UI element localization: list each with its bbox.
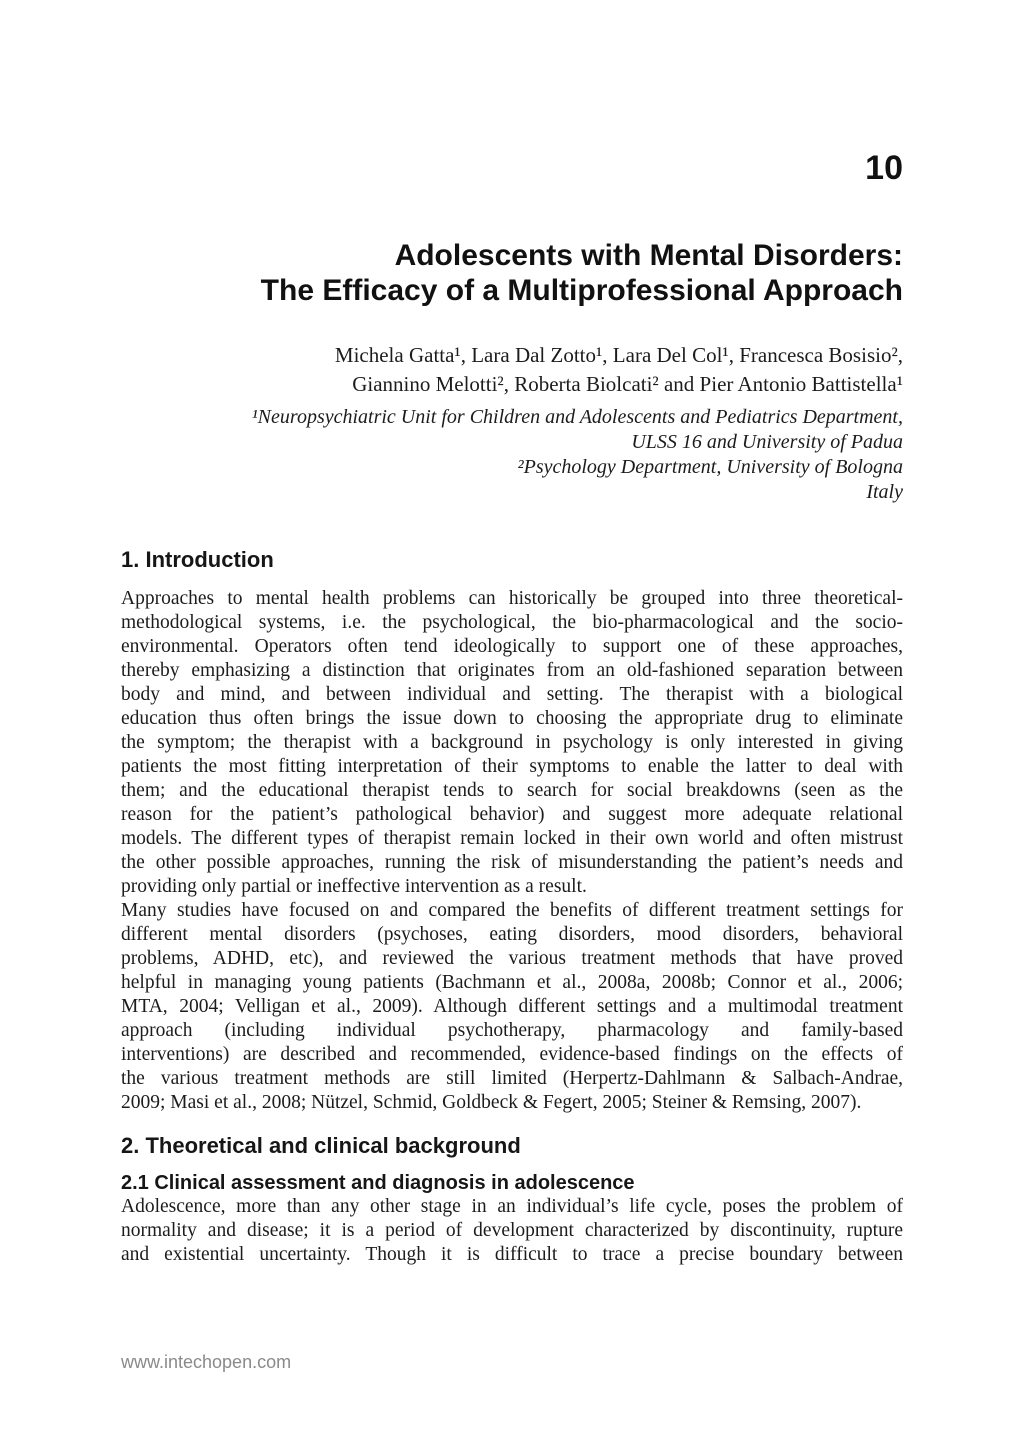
text-line: helpful in managing young patients (Bachmann et al., 2008a, 2008b; Connor et al., 2006;: [121, 972, 903, 993]
text-line: environmental. Operators often tend ideologically to support one of these approaches,: [121, 636, 903, 657]
text-line: models. The different types of therapist remain locked in their own world and often mistrust: [121, 828, 903, 849]
author-list: [121, 341, 903, 399]
text-line: different mental disorders (psychoses, eating disorders, mood disorders, behavioral: [121, 924, 903, 945]
text-line: ULSS 16 and University of Padua: [631, 431, 903, 453]
text-line: patients the most fitting interpretation of their symptoms to enable the latter to deal with: [121, 756, 903, 777]
text-line: education thus often brings the issue down to choosing the appropriate drug to eliminate: [121, 708, 903, 729]
text-line: ¹Neuropsychiatric Unit for Children and Adolescents and Pediatrics Department,: [251, 406, 903, 428]
text-line: Italy: [866, 481, 903, 503]
text-line: Approaches to mental health problems can historically be grouped into three theoretical-: [121, 588, 903, 609]
text-line: Many studies have focused on and compared the benefits of different treatment settings for: [121, 900, 903, 921]
text-line: the other possible approaches, running the risk of misunderstanding the patient’s needs and: [121, 852, 903, 873]
text-line: normality and disease; it is a period of development characterized by discontinuity, rupture: [121, 1220, 903, 1241]
page-content: [121, 0, 903, 1267]
chapter-number: 10: [865, 149, 903, 187]
text-line: body and mind, and between individual and setting. The therapist with a biological: [121, 684, 903, 705]
text-line: ²Psychology Department, University of Bologna: [517, 456, 903, 478]
text-line: providing only partial or ineffective intervention as a result.: [121, 876, 587, 897]
section-2-1-heading: 2.1 Clinical assessment and diagnosis in adolescence: [121, 1172, 635, 1194]
intro-paragraph-2: [121, 899, 903, 1115]
text-line: the symptom; the therapist with a background in psychology is only interested in giving: [121, 732, 903, 753]
author-list-line2: Giannino Melotti², Roberta Biolcati² and Pier Antonio Battistella¹: [352, 372, 903, 396]
text-line: 2009; Masi et al., 2008; Nützel, Schmid, Goldbeck & Fegert, 2005; Steiner & Remsing, 2007).: [121, 1092, 862, 1113]
chapter-title-line1: Adolescents with Mental Disorders:: [394, 239, 903, 272]
text-line: Adolescence, more than any other stage in an individual’s life cycle, poses the problem of: [121, 1196, 903, 1217]
chapter-title-line2: The Efficacy of a Multiprofessional Approach: [260, 274, 903, 307]
text-line: MTA, 2004; Velligan et al., 2009). Although different settings and a multimodal treatment: [121, 996, 903, 1017]
text-line: approach (including individual psychotherapy, pharmacology and family-based: [121, 1020, 903, 1041]
text-line: them; and the educational therapist tends to search for social breakdowns (seen as the: [121, 780, 903, 801]
affiliations: [121, 405, 903, 505]
background-paragraph-1: [121, 1195, 903, 1267]
text-line: the various treatment methods are still limited (Herpertz-Dahlmann & Salbach-Andrae,: [121, 1068, 903, 1089]
text-line: and existential uncertainty. Though it is difficult to trace a precise boundary between: [121, 1244, 903, 1265]
text-line: interventions) are described and recommended, evidence-based findings on the effects of: [121, 1044, 903, 1065]
text-line: methodological systems, i.e. the psychological, the bio-pharmacological and the socio-: [121, 612, 903, 633]
author-list-line1: Michela Gatta¹, Lara Dal Zotto¹, Lara Del Col¹, Francesca Bosisio²,: [334, 343, 903, 367]
intro-paragraph-1: [121, 587, 903, 899]
section-2-heading: 2. Theoretical and clinical background: [121, 1133, 521, 1158]
text-line: problems, ADHD, etc), and reviewed the various treatment methods that have proved: [121, 948, 903, 969]
chapter-title: [121, 238, 903, 308]
text-line: thereby emphasizing a distinction that originates from an old-fashioned separation between: [121, 660, 903, 681]
footer-url: www.intechopen.com: [121, 1352, 292, 1372]
section-1-heading: 1. Introduction: [121, 547, 274, 572]
text-line: reason for the patient’s pathological behavior) and suggest more adequate relational: [121, 804, 903, 825]
